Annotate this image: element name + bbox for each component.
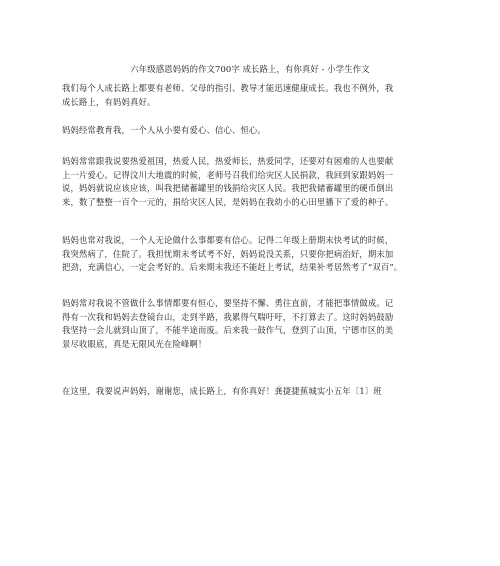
paragraph-line: 我突然病了，住院了。我担忧期末考试考不好，妈妈说没关系，只要你把病治好，期末加 [62,248,394,259]
paragraph-3 [62,155,440,209]
paragraph-6 [62,385,440,399]
paragraph-line: 成长路上，有妈妈真好。 [62,96,156,107]
paragraph-line: 妈妈常常跟我说要热爱祖国，热爱人民，热爱师长，热爱同学，还要对有困难的人也要献 [62,156,394,166]
paragraph-5 [62,297,440,351]
paragraph-line: 得有一次我和妈妈去登镜台山，走到半路，我累得气喘吁吁，不打算去了。这时妈妈鼓励 [62,311,394,322]
paragraph-line: 妈妈也常对我说，一个人无论做什么事都要有信心。记得二年级上册期末快考试的时候， [62,235,394,245]
paragraph-line: 说，妈妈就说应该应该，叫我把储蓄罐里的钱捐给灾区人民。我把我储蓄罐里的硬币倒出 [62,183,394,194]
paragraph-4 [62,234,440,275]
paragraph-line: 我们每个人成长路上都要有老师、父母的指引、教导才能迅速健康成长。我也不例外，我 [62,83,394,93]
paragraph-line: 妈妈常对我说不管做什么事情都要有恒心，要坚持不懈、勇往直前，才能把事情做成。记 [62,298,394,308]
paragraph-line: 在这里，我要说声妈妈，谢谢您，成长路上，有你真好！龚捷捷蕉城实小五年〔1〕班 [62,386,382,396]
paragraph-line: 景尽收眼底，真是无限风光在险峰啊！ [62,338,207,349]
paragraph-line: 我坚持一会儿就到山顶了，不能半途而废。后来我一鼓作气，登到了山顶，宁德市区的美 [62,325,394,336]
paragraph-line: 把劲，充满信心，一定会考好的。后来期末我还不能赶上考试，结果补考居然考了“双百”。 [62,262,403,273]
paragraph-line: 来，数了整整一百个一元的，捐给灾区人民，是妈妈在我幼小的心田里播下了爱的种子。 [62,196,394,207]
paragraph-2 [62,124,440,138]
paragraph-line: 妈妈经常教育我，一个人从小要有爱心、信心、恒心。 [62,125,266,135]
paragraph-line: 上一片爱心。记得汶川大地震的时候，老师号召我们给灾区人民捐款，我回到家跟妈妈一 [62,169,394,180]
paragraph-1 [62,82,440,109]
document-title: 六年级感恩妈妈的作文700字 成长路上，有你真好 - 小学生作文 [130,64,370,74]
